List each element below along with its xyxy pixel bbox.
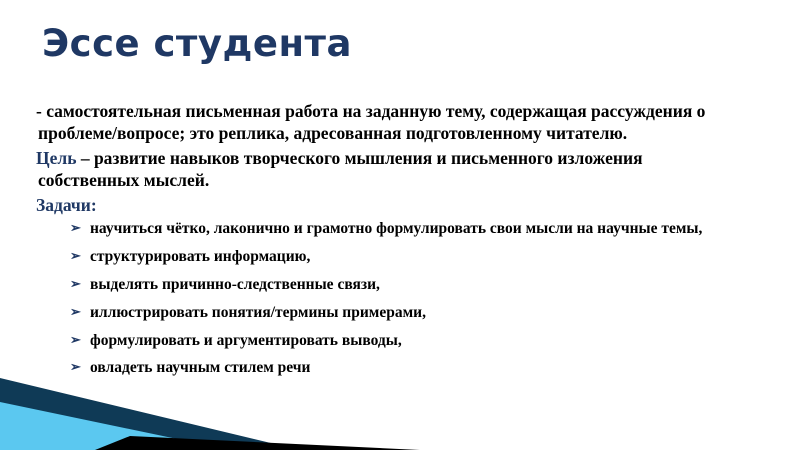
goal-dash: –	[76, 147, 94, 168]
list-item	[36, 304, 736, 323]
chevron-right-bullet-icon: ➢	[70, 219, 81, 235]
tasks-heading	[36, 194, 736, 216]
chevron-right-bullet-icon: ➢	[70, 359, 81, 375]
definition-text: самостоятельная письменная работа на заданную тему, содержащая рассуждения о проблеме/вопросе; это реплика, адресованная подготовленному читателю.	[38, 101, 706, 144]
chevron-right-bullet-icon: ➢	[70, 303, 81, 319]
goal-paragraph	[36, 147, 736, 192]
tasks-label: Задачи:	[36, 194, 97, 215]
list-item	[36, 332, 736, 351]
list-item-label: выделять причинно-следственные связи,	[90, 275, 380, 293]
slide-body	[36, 100, 736, 387]
list-item	[36, 276, 736, 295]
chevron-right-bullet-icon: ➢	[70, 331, 81, 347]
page-title: Эссе студента	[42, 22, 352, 65]
goal-text: развитие навыков творческого мышления и письменного изложения собственных мыслей.	[38, 147, 643, 191]
definition-dash: -	[36, 101, 47, 121]
definition-paragraph	[36, 100, 736, 145]
list-item	[36, 359, 736, 378]
list-item-label: научиться чётко, лаконично и грамотно формулировать свои мысли на научные темы,	[90, 219, 703, 237]
chevron-right-bullet-icon: ➢	[70, 275, 81, 291]
list-item-label: овладеть научным стилем речи	[90, 359, 311, 377]
tasks-list	[36, 220, 736, 378]
list-item	[36, 220, 736, 239]
list-item-label: иллюстрировать понятия/термины примерами,	[90, 303, 426, 321]
list-item-label: структурировать информацию,	[90, 247, 311, 265]
list-item-label: формулировать и аргументировать выводы,	[90, 331, 402, 349]
list-item	[36, 248, 736, 267]
goal-label: Цель	[36, 147, 77, 168]
chevron-right-bullet-icon: ➢	[70, 247, 81, 263]
